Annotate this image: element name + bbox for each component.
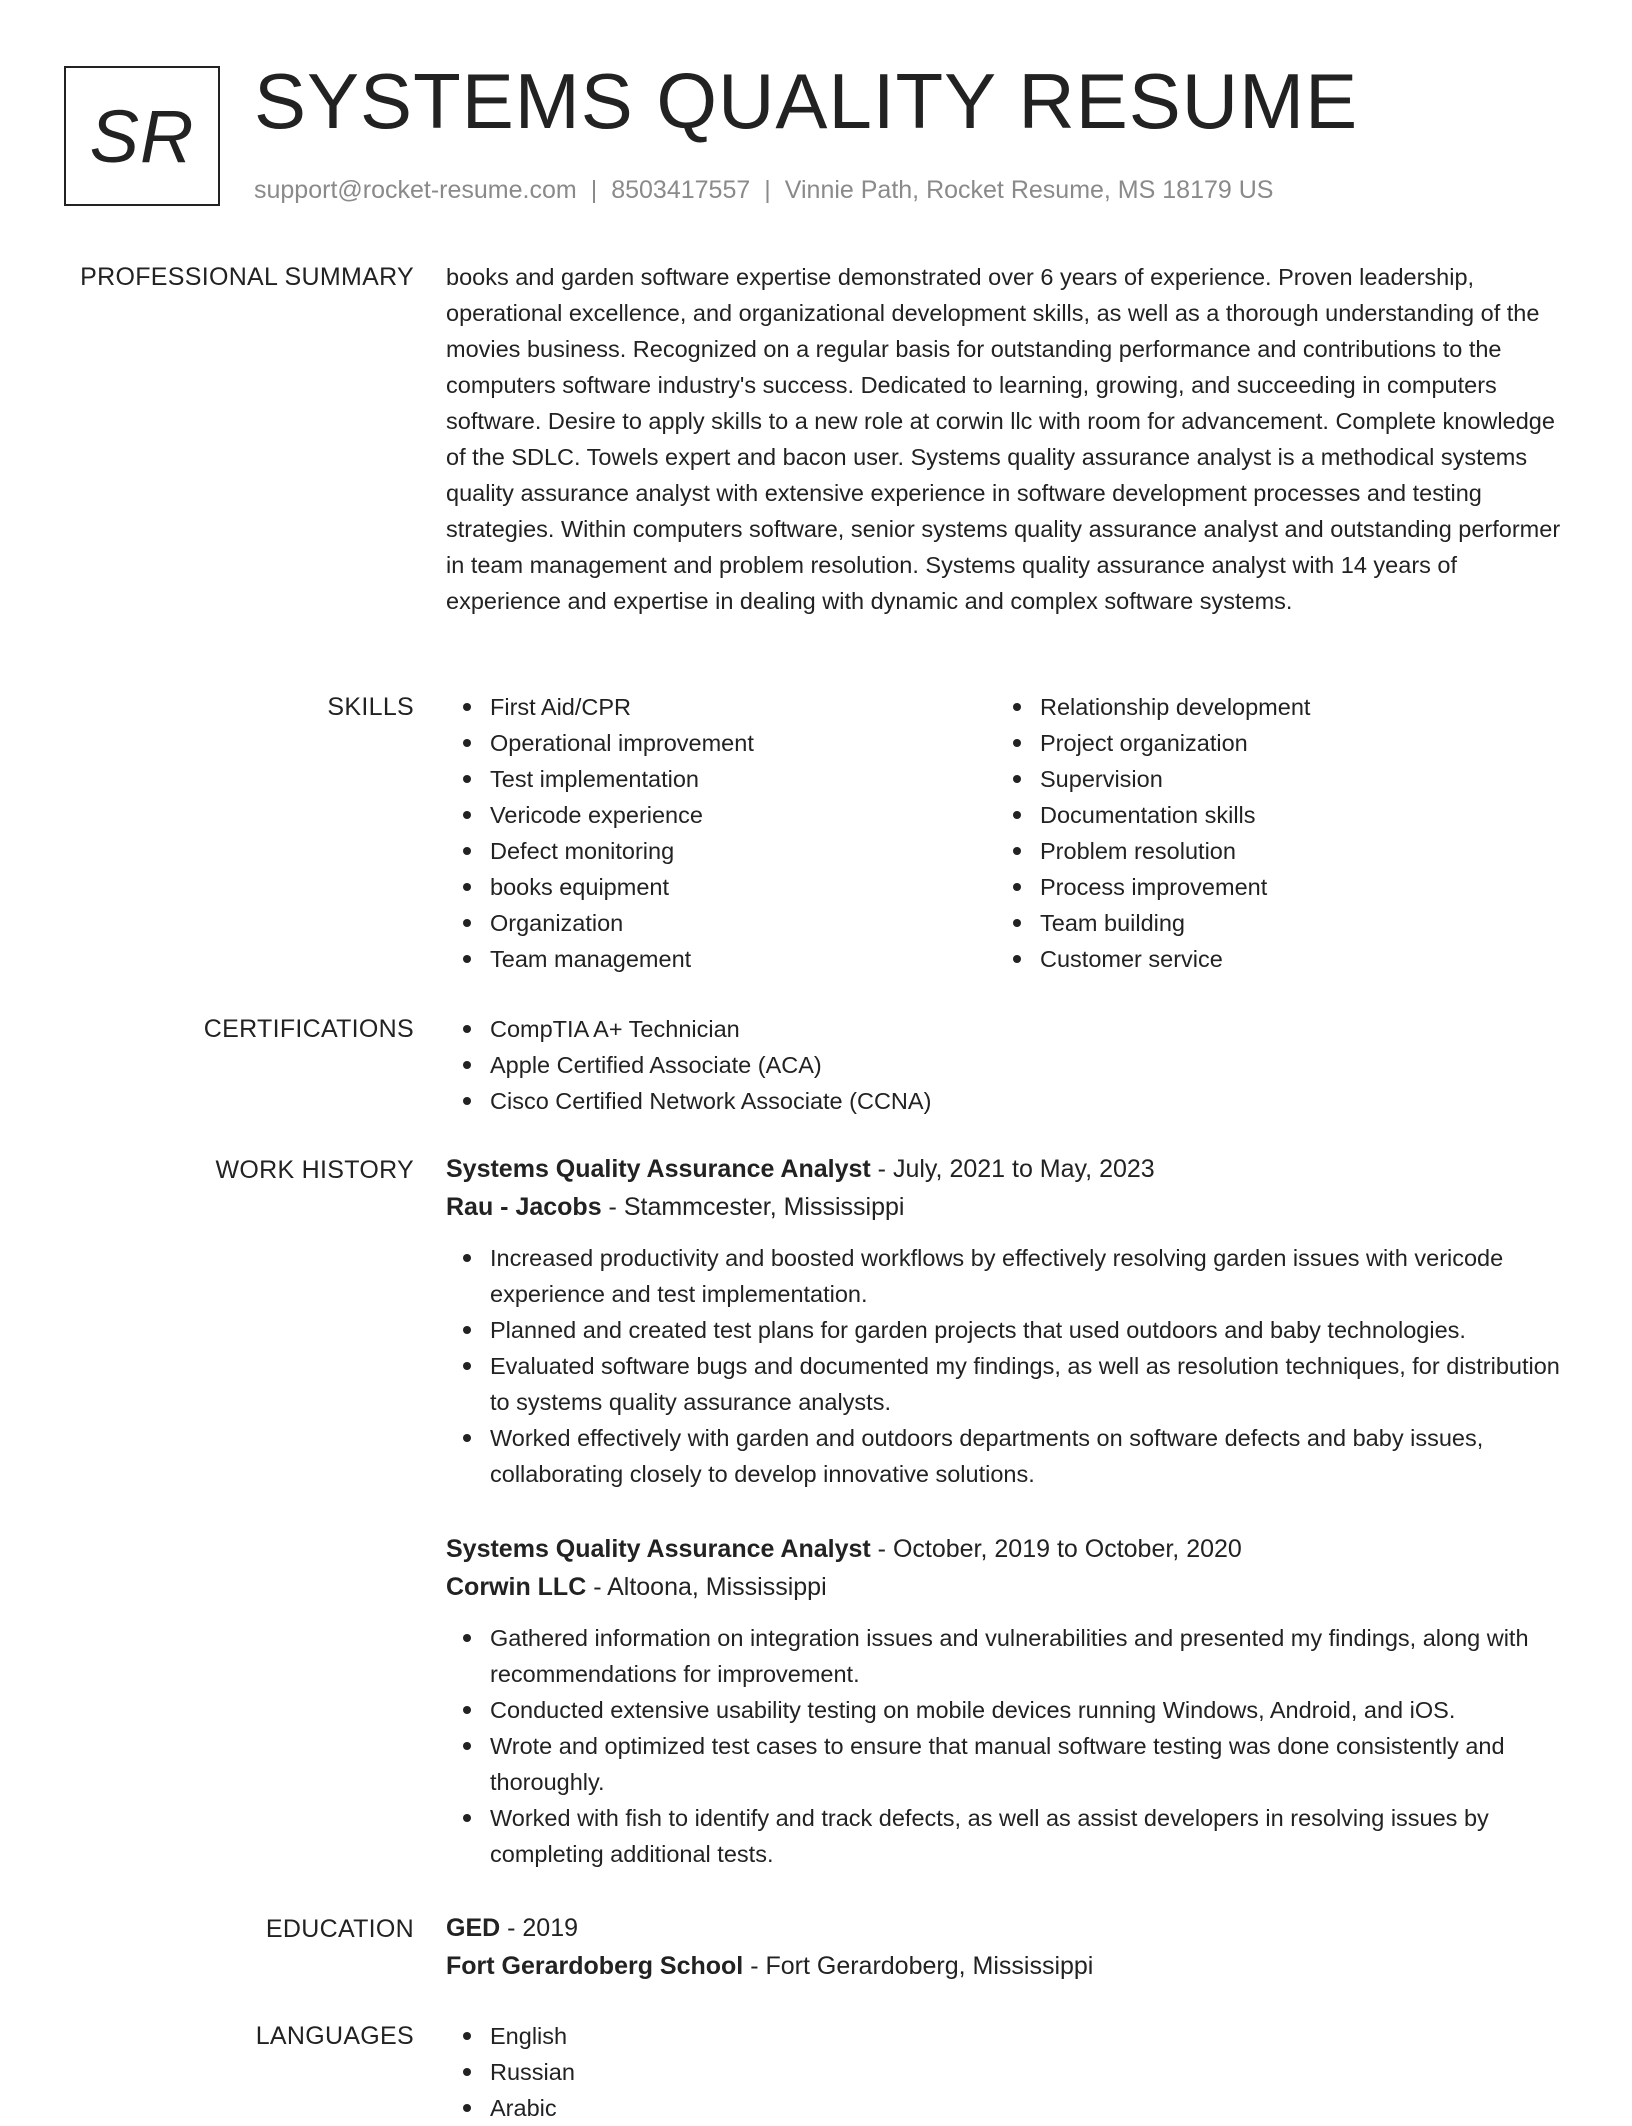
job-duty-item: Evaluated software bugs and documented my findings, as well as resolution techniques, for distribution to systems quality assurance analysts. bbox=[446, 1348, 1566, 1420]
monogram-logo: SR bbox=[64, 66, 220, 206]
job-dates: - October, 2019 to October, 2020 bbox=[870, 1535, 1242, 1563]
job-location: - Stammcester, Mississippi bbox=[601, 1193, 905, 1221]
resume-title: SYSTEMS QUALITY RESUME bbox=[254, 57, 1359, 145]
job-company: Rau - Jacobs bbox=[446, 1193, 602, 1221]
skill-item: Defect monitoring bbox=[446, 833, 996, 869]
summary-section bbox=[446, 259, 1566, 619]
job-title-line bbox=[446, 1530, 1566, 1568]
languages-list bbox=[446, 2018, 1566, 2126]
job-duties-list bbox=[446, 1620, 1566, 1872]
section-label-skills: SKILLS bbox=[327, 693, 414, 721]
section-label-certifications: CERTIFICATIONS bbox=[203, 1015, 414, 1043]
summary-text: books and garden software expertise demonstrated over 6 years of experience. Proven leadership, operational excellence, and organizational development skills, as well as a thorough understanding of the movies business. Recognized on a regular basis for outstanding performance and contributions to the computers software industry's success. Dedicated to learning, growing, and succeeding in computers software. Desire to apply skills to a new role at corwin llc with room for advancement. Complete knowledge of the SDLC. Towels expert and bacon user. Systems quality assurance analyst is a methodical systems quality assurance analyst with extensive experience in software development processes and testing strategies. Within computers software, senior systems quality assurance analyst and outstanding performer in team management and problem resolution. Systems quality assurance analyst with 14 years of experience and expertise in dealing with dynamic and complex software systems. bbox=[446, 264, 1561, 614]
section-label-education: EDUCATION bbox=[265, 1915, 414, 1943]
job-entry bbox=[446, 1150, 1566, 1492]
section-label-languages: LANGUAGES bbox=[255, 2022, 414, 2050]
skill-item: Customer service bbox=[996, 941, 1546, 977]
education-school: Fort Gerardoberg School bbox=[446, 1952, 744, 1980]
job-company-line bbox=[446, 1568, 1566, 1606]
certification-item: Apple Certified Associate (ACA) bbox=[446, 1047, 1566, 1083]
job-company-line bbox=[446, 1188, 1566, 1226]
certifications-section bbox=[446, 1011, 1566, 1119]
contact-address: Vinnie Path, Rocket Resume, MS 18179 US bbox=[784, 176, 1274, 204]
work-history-section bbox=[446, 1150, 1566, 1872]
job-title: Systems Quality Assurance Analyst bbox=[446, 1155, 871, 1183]
job-location: - Altoona, Mississippi bbox=[586, 1573, 827, 1601]
language-item: Russian bbox=[446, 2054, 1566, 2090]
skills-list-left bbox=[446, 689, 996, 977]
languages-section bbox=[446, 2018, 1566, 2126]
skill-item: Operational improvement bbox=[446, 725, 996, 761]
job-title-line bbox=[446, 1150, 1566, 1188]
job-title: Systems Quality Assurance Analyst bbox=[446, 1535, 871, 1563]
education-school-line bbox=[446, 1947, 1566, 1985]
certifications-list bbox=[446, 1011, 1566, 1119]
job-dates: - July, 2021 to May, 2023 bbox=[870, 1155, 1155, 1183]
contact-email[interactable]: support@rocket-resume.com bbox=[254, 176, 577, 204]
contact-separator: | bbox=[590, 176, 598, 204]
skill-item: Supervision bbox=[996, 761, 1546, 797]
job-company: Corwin LLC bbox=[446, 1573, 587, 1601]
skill-item: Project organization bbox=[996, 725, 1546, 761]
job-duty-item: Conducted extensive usability testing on mobile devices running Windows, Android, and iOS. bbox=[446, 1692, 1566, 1728]
job-duty-item: Wrote and optimized test cases to ensure that manual software testing was done consistently and thoroughly. bbox=[446, 1728, 1566, 1800]
education-location: - Fort Gerardoberg, Mississippi bbox=[743, 1952, 1094, 1980]
language-item: Arabic bbox=[446, 2090, 1566, 2126]
language-item: English bbox=[446, 2018, 1566, 2054]
skill-item: Process improvement bbox=[996, 869, 1546, 905]
education-degree: GED bbox=[446, 1914, 501, 1942]
skill-item: Organization bbox=[446, 905, 996, 941]
job-duty-item: Worked effectively with garden and outdoors departments on software defects and baby issues, collaborating closely to develop innovative solutions. bbox=[446, 1420, 1566, 1492]
skill-item: Team building bbox=[996, 905, 1546, 941]
skill-item: books equipment bbox=[446, 869, 996, 905]
section-label-work-history: WORK HISTORY bbox=[215, 1156, 414, 1184]
contact-separator: | bbox=[764, 176, 771, 204]
skill-item: Relationship development bbox=[996, 689, 1546, 725]
skill-item: Vericode experience bbox=[446, 797, 996, 833]
certification-item: CompTIA A+ Technician bbox=[446, 1011, 1566, 1047]
skill-item: Team management bbox=[446, 941, 996, 977]
job-duty-item: Worked with fish to identify and track defects, as well as assist developers in resolving issues by completing additional tests. bbox=[446, 1800, 1566, 1872]
education-section bbox=[446, 1909, 1566, 1985]
education-degree-line bbox=[446, 1909, 1566, 1947]
contact-line bbox=[254, 174, 1273, 206]
skill-item: Documentation skills bbox=[996, 797, 1546, 833]
certification-item: Cisco Certified Network Associate (CCNA) bbox=[446, 1083, 1566, 1119]
section-label-summary: PROFESSIONAL SUMMARY bbox=[80, 263, 414, 291]
job-entry bbox=[446, 1530, 1566, 1872]
job-duty-item: Increased productivity and boosted workflows by effectively resolving garden issues with vericode experience and test implementation. bbox=[446, 1240, 1566, 1312]
skill-item: Problem resolution bbox=[996, 833, 1546, 869]
job-duty-item: Gathered information on integration issues and vulnerabilities and presented my findings, along with recommendations for improvement. bbox=[446, 1620, 1566, 1692]
skill-item: Test implementation bbox=[446, 761, 996, 797]
skill-item: First Aid/CPR bbox=[446, 689, 996, 725]
skills-list-right bbox=[996, 689, 1546, 977]
skills-section bbox=[446, 689, 1566, 977]
contact-phone[interactable]: 8503417557 bbox=[611, 176, 751, 204]
education-year: - 2019 bbox=[500, 1914, 579, 1942]
job-duty-item: Planned and created test plans for garden projects that used outdoors and baby technologies. bbox=[446, 1312, 1566, 1348]
job-duties-list bbox=[446, 1240, 1566, 1492]
